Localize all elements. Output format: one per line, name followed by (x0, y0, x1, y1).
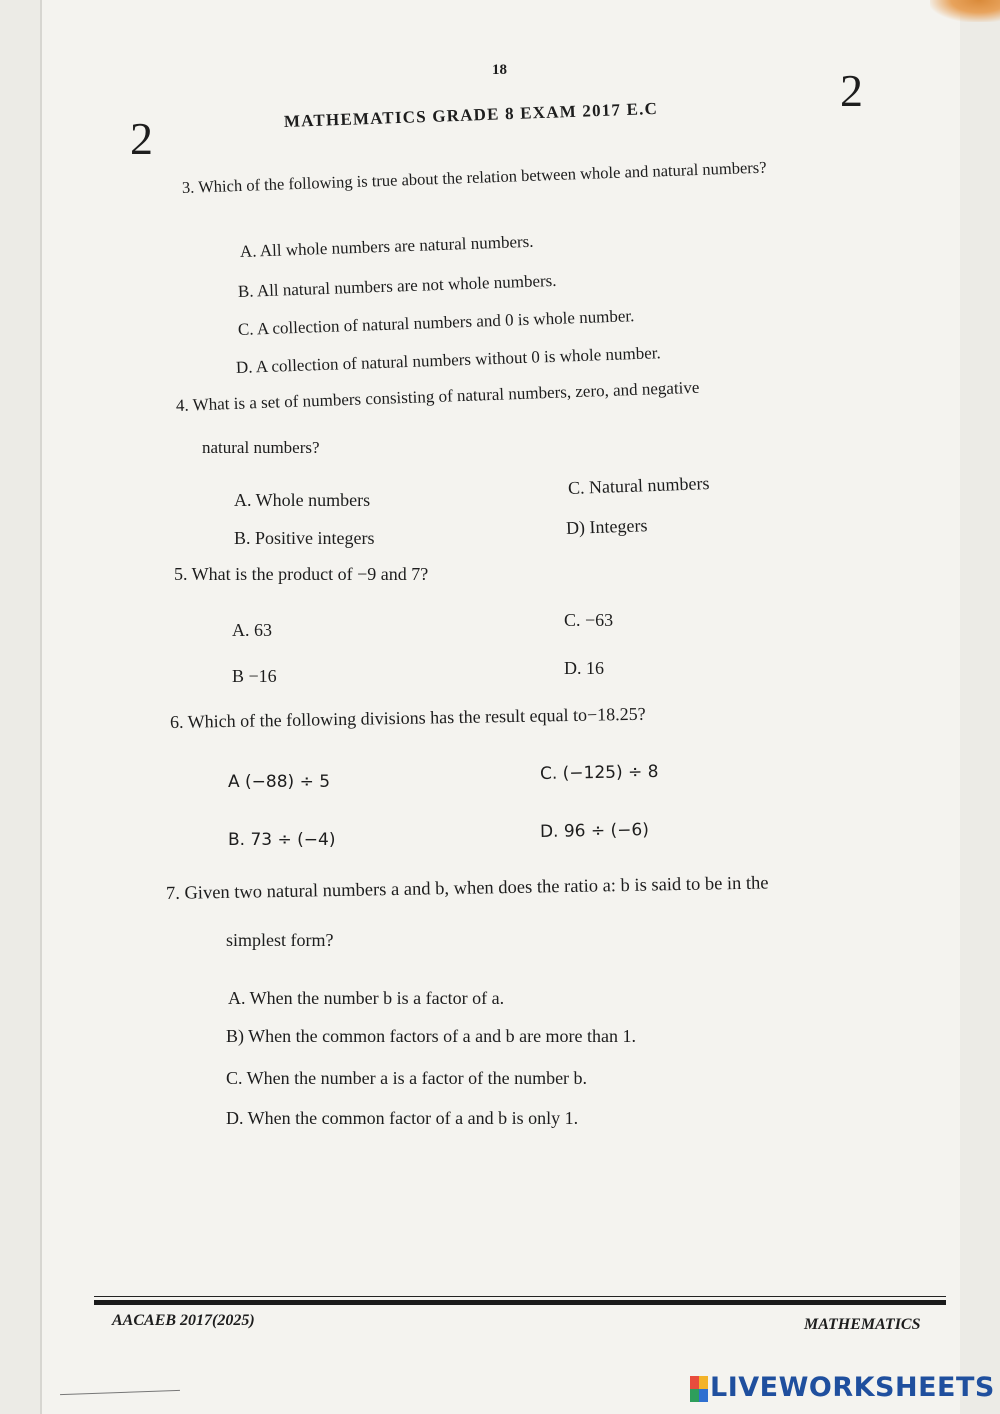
question-7-option-d[interactable]: D. When the common factor of a and b is only 1. (226, 1108, 579, 1128)
question-6-option-d[interactable]: D. 96 ÷ (−6) (539, 820, 650, 842)
question-4-text: 4. What is a set of numbers consisting of natural numbers, zero, and negative (175, 377, 700, 415)
footer-subject: MATHEMATICS (804, 1316, 921, 1333)
footer-board-code: AACAEB 2017(2025) (112, 1312, 255, 1329)
question-7-option-c[interactable]: C. When the number a is a factor of the number b. (226, 1068, 588, 1088)
question-5-text: 5. What is the product of −9 and 7? (174, 564, 429, 584)
footer-rule-thick (94, 1300, 946, 1305)
question-3-option-c[interactable]: C. A collection of natural numbers and 0 is whole number. (237, 306, 635, 339)
footer-rule-thin (94, 1296, 946, 1297)
question-6-option-b[interactable]: B. 73 ÷ (−4) (228, 830, 336, 850)
section-number-right: 2 (840, 65, 863, 116)
question-3-option-a[interactable]: A. All whole numbers are natural numbers. (239, 231, 534, 261)
question-7-text: 7. Given two natural numbers a and b, when does the ratio a: b is said to be in the (165, 873, 769, 904)
question-3-option-d[interactable]: D. A collection of natural numbers without 0 is whole number. (235, 343, 661, 377)
exam-title: MATHEMATICS GRADE 8 EXAM 2017 E.C (283, 98, 659, 131)
question-5-option-a[interactable]: A. 63 (232, 620, 272, 640)
liveworksheets-watermark: LIVEWORKSHEETS (710, 1372, 995, 1403)
page-number: 18 (492, 62, 507, 78)
question-5-option-c[interactable]: C. −63 (564, 610, 614, 630)
question-6-text: 6. Which of the following divisions has the result equal to−18.25? (169, 703, 646, 732)
question-5-option-b[interactable]: B −16 (232, 666, 277, 686)
question-4-option-b[interactable]: B. Positive integers (234, 528, 375, 548)
liveworksheets-logo-icon (690, 1376, 708, 1402)
question-4-text-continued: natural numbers? (202, 438, 320, 457)
logo-square-4 (699, 1389, 708, 1402)
question-7-text-continued: simplest form? (226, 930, 334, 950)
question-7-option-a[interactable]: A. When the number b is a factor of a. (228, 988, 505, 1008)
section-number-left: 2 (130, 113, 153, 164)
question-4-option-c[interactable]: C. Natural numbers (567, 473, 710, 498)
question-7-option-b[interactable]: B) When the common factors of a and b are more than 1. (226, 1026, 637, 1046)
question-3-text: 3. Which of the following is true about the relation between whole and natural numbers? (181, 157, 767, 197)
logo-square-1 (690, 1376, 699, 1389)
question-6-option-a[interactable]: A (−88) ÷ 5 (228, 772, 331, 792)
logo-square-3 (690, 1389, 699, 1402)
paper-edge (40, 0, 42, 1414)
corner-stain (930, 0, 1000, 22)
question-4-option-d[interactable]: D) Integers (565, 515, 648, 538)
question-5-option-d[interactable]: D. 16 (564, 658, 604, 678)
question-4-option-a[interactable]: A. Whole numbers (234, 490, 371, 510)
question-3-option-b[interactable]: B. All natural numbers are not whole numbers. (237, 270, 557, 301)
question-6-option-c[interactable]: C. (−125) ÷ 8 (539, 761, 659, 784)
logo-square-2 (699, 1376, 708, 1389)
